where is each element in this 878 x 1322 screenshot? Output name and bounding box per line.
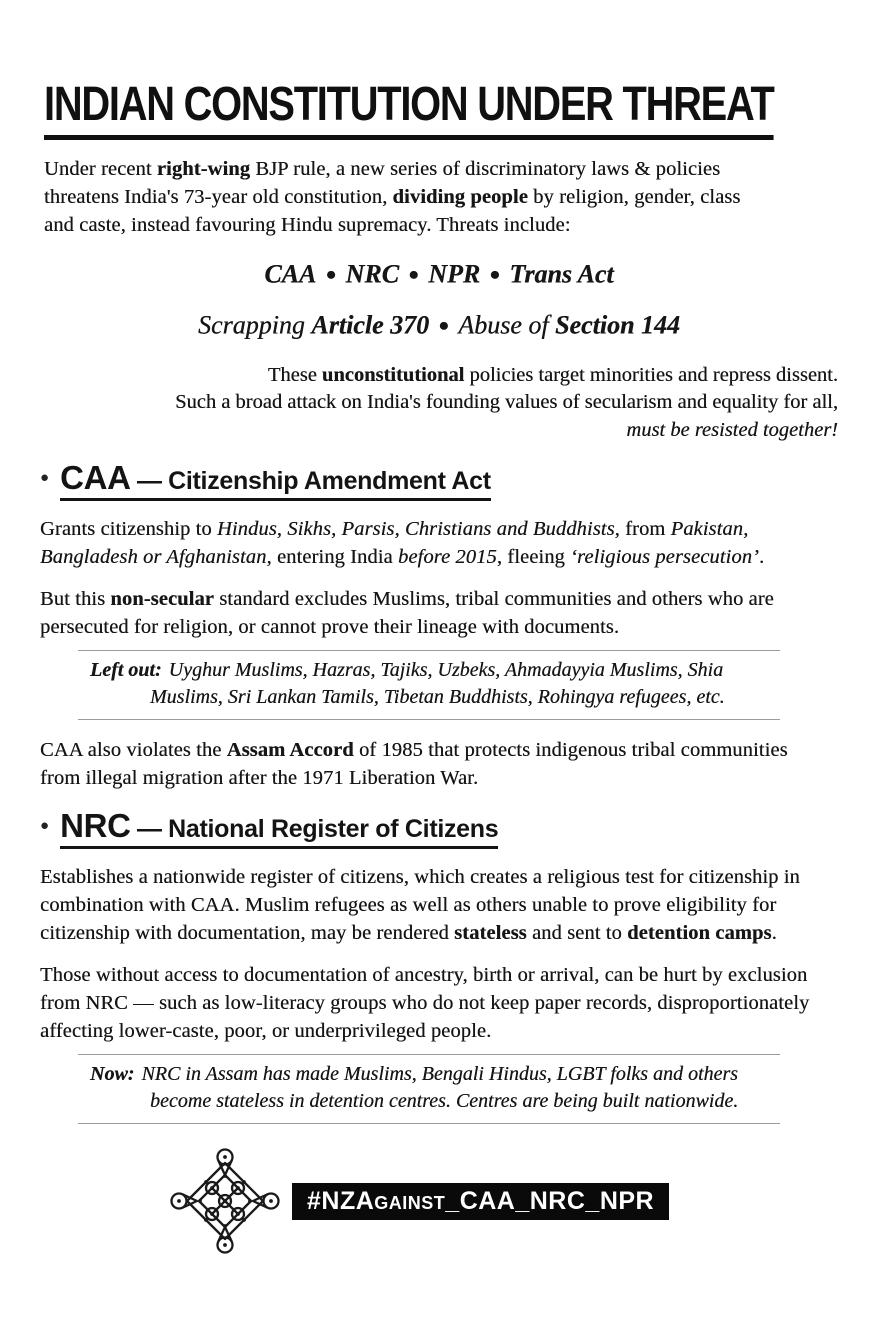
caa-acronym: CAA [60, 459, 131, 497]
footer [168, 1146, 838, 1256]
section-heading-caa-text [60, 459, 491, 501]
resist-line-3: must be resisted together! [626, 418, 838, 441]
left-out-label: Left out: [90, 659, 162, 682]
resist-line-1: These unconstitutional policies target minorities and repress dissent. [267, 363, 838, 386]
bullet-icon: ● [40, 817, 50, 835]
resist-statement [40, 362, 838, 445]
nrc-full-name: National Register of Citizens [168, 815, 499, 844]
hashtag-badge: #NZAgainst_CAA_NRC_NPR [292, 1183, 669, 1220]
section-heading-caa [40, 459, 838, 501]
caa-full-name: Citizenship Amendment Act [168, 467, 491, 496]
flyer-page [0, 80, 878, 1322]
now-text: Now: NRC in Assam has made Muslims, Bengali Hindus, LGBT folks and others become stateless in detention centres. Centres are being built nationwide. [90, 1063, 739, 1113]
heading-dash: — [137, 815, 162, 844]
left-out-callout [78, 650, 780, 720]
kolam-pattern-icon [168, 1146, 282, 1256]
bullet-icon: ● [40, 469, 50, 487]
caa-paragraph-1: Grants citizenship to Hindus, Sikhs, Parsis, Christians and Buddhists, from Pakistan, Bangladesh or Afghanistan, entering India before 2015, fleeing ‘religious persecution’. [40, 518, 765, 569]
intro-paragraph: Under recent right-wing BJP rule, a new series of discriminatory laws & policies threatens India's 73-year old constitution, dividing people by religion, gender, class and caste, instead favouring Hindu supremacy. Threats include: [44, 157, 741, 236]
caa-paragraph-3: CAA also violates the Assam Accord of 1985 that protects indigenous tribal communities from illegal migration after the 1971 Liberation War. [40, 739, 788, 790]
section-heading-nrc [40, 807, 838, 849]
resist-line-2: Such a broad attack on India's founding values of secularism and equality for all, [175, 391, 838, 414]
now-callout [78, 1054, 780, 1124]
nrc-paragraph-2: Those without access to documentation of ancestry, birth or arrival, can be hurt by exclusion from NRC — such as low-literacy groups who do not keep paper records, disproportionately affecting lower-caste, poor, or underprivileged people. [40, 964, 810, 1043]
threats-line-2: Scrapping Article 370 ● Abuse of Section 144 [197, 310, 680, 340]
now-label: Now: [90, 1063, 135, 1086]
caa-paragraph-2: But this non-secular standard excludes Muslims, tribal communities and others who are persecuted for religion, or cannot prove their lineage with documents. [40, 588, 774, 639]
left-out-text: Left out: Uyghur Muslims, Hazras, Tajiks, Uzbeks, Ahmadayyia Muslims, Shia Muslims, Sri Lankan Tamils, Tibetan Buddhists, Rohingya refugees, etc. [90, 659, 725, 709]
threats-line-1: CAA ● NRC ● NPR ● Trans Act [264, 259, 614, 289]
page-title [44, 80, 838, 140]
nrc-paragraph-1: Establishes a nationwide register of citizens, which creates a religious test for citizenship in combination with CAA. Muslim refugees as well as others unable to prove eligibility for citizenship with documentation, may be rendered stateless and sent to detention camps. [40, 866, 800, 945]
section-heading-nrc-text [60, 807, 498, 849]
page-title-text: INDIAN CONSTITUTION UNDER THREAT [44, 80, 774, 140]
heading-dash: — [137, 467, 162, 496]
nrc-acronym: NRC [60, 807, 131, 845]
